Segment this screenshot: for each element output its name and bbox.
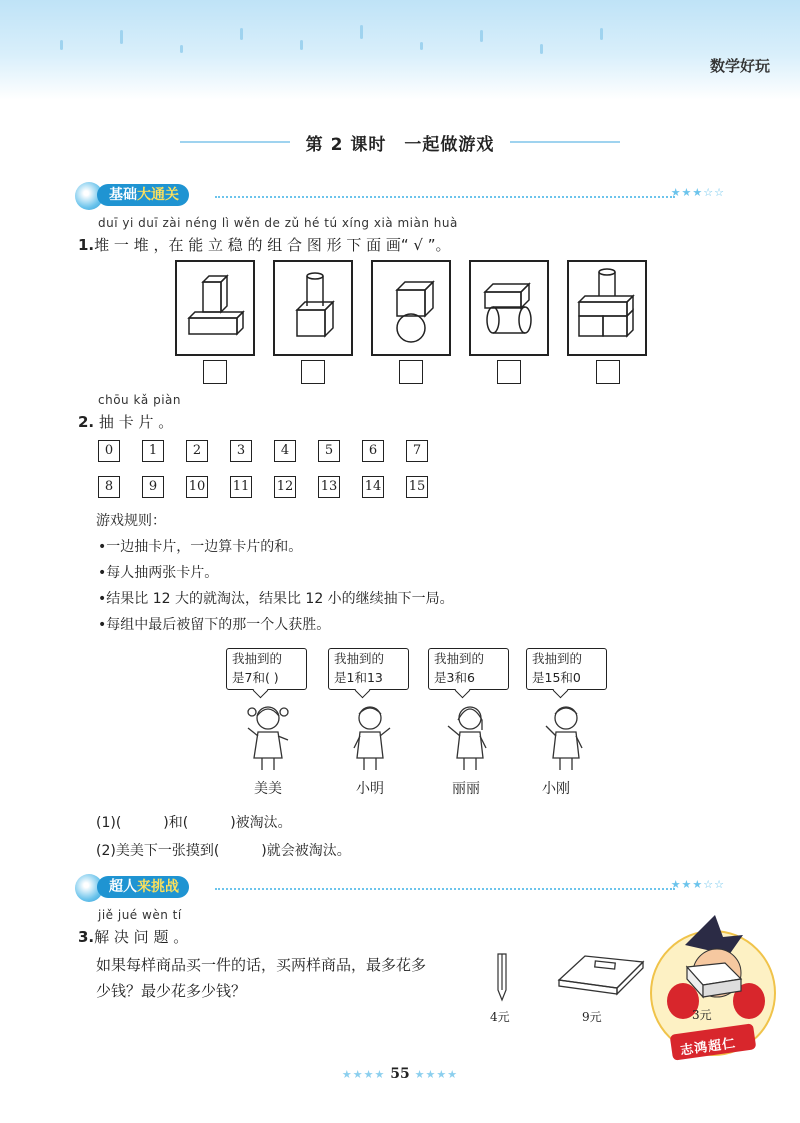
girl-character-icon	[438, 700, 498, 772]
cuboid-on-slab-icon	[177, 262, 253, 354]
rule-item: •结果比 12 大的就淘汰，结果比 12 小的继续抽下一局。	[98, 591, 454, 607]
banner-divider	[215, 888, 675, 890]
corner-title: 数学好玩	[709, 57, 770, 75]
number-card: 10	[186, 476, 208, 498]
number-card: 8	[98, 476, 120, 498]
boy-character-icon	[536, 700, 596, 772]
difficulty-stars: ★★★☆☆	[670, 878, 725, 891]
price-pencil: 4元	[490, 1010, 510, 1024]
character-name: 小明	[356, 781, 384, 797]
speech-bubble: 我抽到的 是15和0	[526, 648, 607, 690]
answer-checkbox-1[interactable]	[203, 360, 227, 384]
rules-title: 游戏规则：	[96, 513, 166, 529]
number-card: 12	[274, 476, 296, 498]
character-name: 丽丽	[452, 781, 480, 797]
shape-option-5	[567, 260, 647, 356]
notebook-icon	[555, 948, 647, 998]
q3-pinyin: jiě jué wèn tí	[98, 908, 182, 922]
q2-sub-question-1: (1)( )和( )被淘汰。	[96, 815, 292, 831]
banner-label-b: 来挑战	[137, 879, 179, 895]
difficulty-stars: ★★★☆☆	[670, 186, 725, 199]
number-card: 15	[406, 476, 428, 498]
q3-text: 3.解 决 问 题 。	[78, 928, 189, 946]
shape-option-1	[175, 260, 255, 356]
price-eraser: 3元	[692, 1008, 712, 1022]
answer-checkbox-2[interactable]	[301, 360, 325, 384]
shape-option-3	[371, 260, 451, 356]
footer-stars-right: ★★★★	[414, 1068, 459, 1081]
speech-bubble: 我抽到的 是7和( )	[226, 648, 307, 690]
price-notebook: 9元	[582, 1010, 602, 1024]
number-card: 6	[362, 440, 384, 462]
character-name: 小刚	[542, 781, 570, 797]
section-banner-basic	[75, 180, 725, 210]
q1-text: 1.堆 一 堆 ，在 能 立 稳 的 组 合 图 形 下 面 画“ √ ”。	[78, 236, 451, 254]
banner-label-b: 大通关	[137, 187, 179, 203]
page-number: ★★★★ 55 ★★★★	[341, 1066, 459, 1082]
q1-pinyin: duī yi duī zài néng lì wěn de zǔ hé tú xíng xià miàn huà	[98, 216, 458, 230]
number-card: 7	[406, 440, 428, 462]
number-card: 5	[318, 440, 340, 462]
cuboid-on-cylinder-icon	[471, 262, 547, 354]
cylinder-on-cube-icon	[275, 262, 351, 354]
answer-checkbox-4[interactable]	[497, 360, 521, 384]
number-card: 4	[274, 440, 296, 462]
section-banner-challenge	[75, 872, 725, 902]
speech-bubble: 我抽到的 是3和6	[428, 648, 509, 690]
boy-character-icon	[340, 700, 400, 772]
speech-bubble: 我抽到的 是1和13	[328, 648, 409, 690]
q2-text: 2. 抽 卡 片 。	[78, 413, 174, 431]
number-card: 1	[142, 440, 164, 462]
footer-stars-left: ★★★★	[341, 1068, 386, 1081]
banner-divider	[215, 196, 675, 198]
q1-number: 1.	[78, 236, 95, 254]
mascot-logo-text: 志鸿超仁	[679, 1036, 738, 1059]
number-card: 9	[142, 476, 164, 498]
number-card: 0	[98, 440, 120, 462]
banner-label-a: 超人	[109, 879, 137, 895]
shape-option-2	[273, 260, 353, 356]
pencil-icon	[492, 950, 512, 1002]
rule-item: •一边抽卡片，一边算卡片的和。	[98, 539, 303, 555]
number-card: 14	[362, 476, 384, 498]
q3-body-line1: 如果每样商品买一件的话，买两样商品，最多花多	[96, 956, 427, 974]
rule-item: •每人抽两张卡片。	[98, 565, 219, 581]
q2-number: 2.	[78, 413, 95, 431]
cube-on-sphere-icon	[373, 262, 449, 354]
q2-pinyin: chōu kǎ piàn	[98, 393, 181, 407]
q3-body-line2: 少钱？最少花多少钱？	[96, 982, 247, 1000]
number-card: 2	[186, 440, 208, 462]
number-card: 3	[230, 440, 252, 462]
header-band	[0, 0, 800, 100]
q3-number: 3.	[78, 928, 95, 946]
rule-item: •每组中最后被留下的那一个人获胜。	[98, 617, 331, 633]
lesson-title-bar	[180, 130, 620, 154]
girl-character-icon	[238, 700, 298, 772]
answer-checkbox-3[interactable]	[399, 360, 423, 384]
character-name: 美美	[254, 781, 282, 797]
answer-checkbox-5[interactable]	[596, 360, 620, 384]
banner-label-a: 基础	[109, 187, 137, 203]
number-card: 11	[230, 476, 252, 498]
lesson-title: 第 2 课时 一起做游戏	[305, 135, 495, 155]
number-card: 13	[318, 476, 340, 498]
stacked-blocks-icon	[569, 262, 645, 354]
shape-option-4	[469, 260, 549, 356]
q2-sub-question-2: (2)美美下一张摸到( )就会被淘汰。	[96, 843, 351, 859]
